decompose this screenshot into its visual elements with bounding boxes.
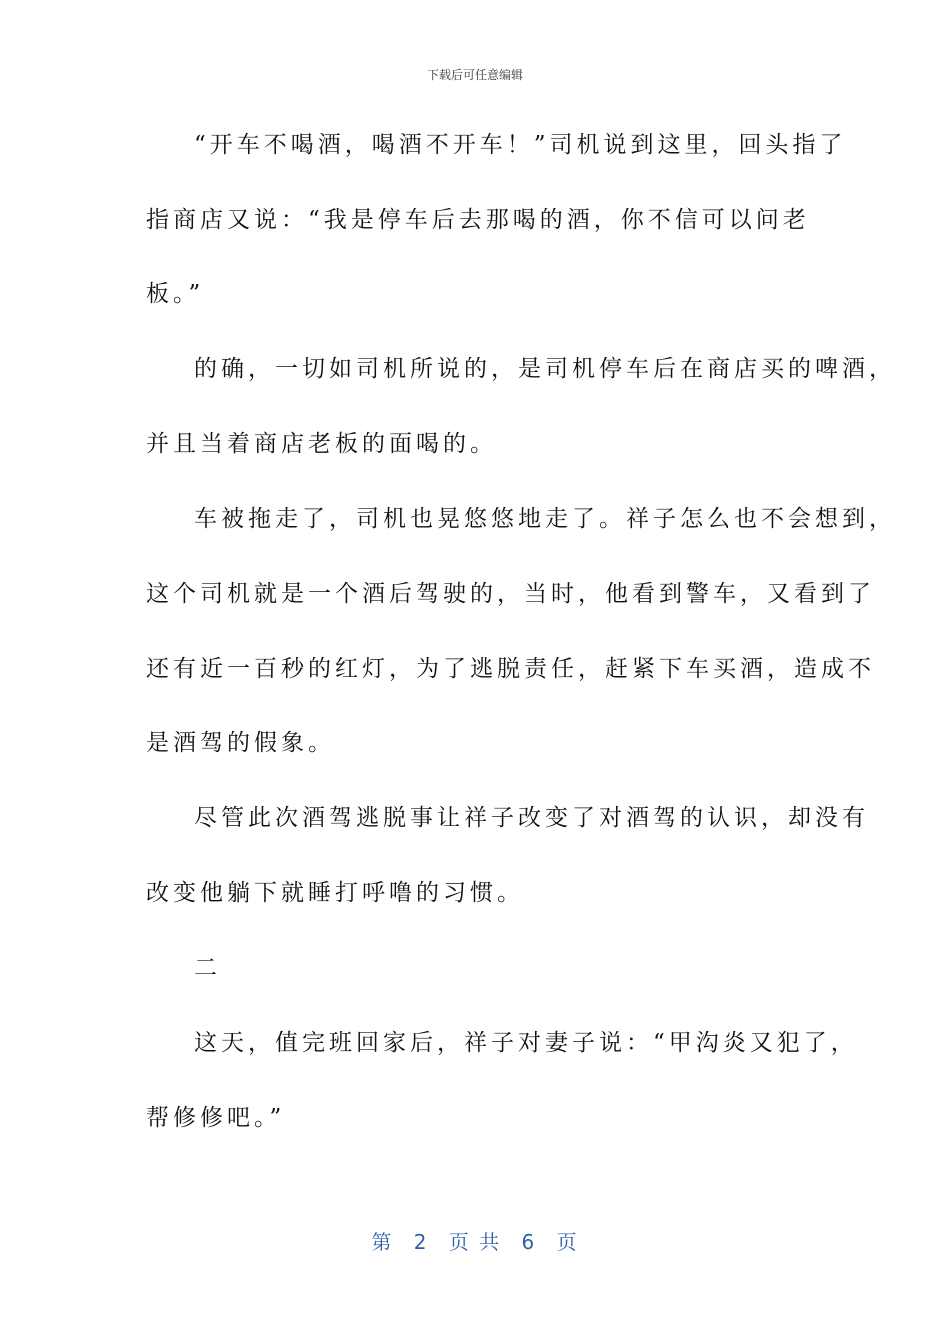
page-header: 下载后可任意编辑	[426, 68, 523, 82]
footer-prefix: 第	[371, 1230, 394, 1254]
text-line: 板。”	[146, 281, 205, 307]
total-pages: 6	[521, 1230, 537, 1254]
text-line: 的确，一切如司机所说的，是司机停车后在商店买的啤酒，	[194, 356, 896, 382]
text-line: 指商店又说：“我是停车后去那喝的酒，你不信可以问老	[146, 207, 810, 233]
text-line: 这个司机就是一个酒后驾驶的，当时，他看到警车，又看到了	[146, 581, 875, 607]
text-line: 车被拖走了，司机也晃悠悠地走了。祥子怎么也不会想到，	[194, 506, 896, 532]
footer-middle: 页 共	[448, 1230, 502, 1254]
text-line: 这天，值完班回家后，祥子对妻子说：“甲沟炎又犯了，	[194, 1030, 858, 1056]
text-line: 帮修修吧。”	[146, 1105, 286, 1131]
page-footer	[0, 1226, 950, 1255]
current-page-number: 2	[413, 1230, 429, 1254]
text-line: 尽管此次酒驾逃脱事让祥子改变了对酒驾的认识，却没有	[194, 805, 869, 831]
text-line: 是酒驾的假象。	[146, 730, 335, 756]
section-number: 二	[194, 955, 221, 981]
text-line: 并且当着商店老板的面喝的。	[146, 431, 497, 457]
footer-suffix: 页	[556, 1230, 579, 1254]
text-line: 还有近一百秒的红灯，为了逃脱责任，赶紧下车买酒，造成不	[146, 656, 875, 682]
text-line: “开车不喝酒，喝酒不开车！”司机说到这里，回头指了	[194, 132, 847, 158]
text-line: 改变他躺下就睡打呼噜的习惯。	[146, 880, 524, 906]
